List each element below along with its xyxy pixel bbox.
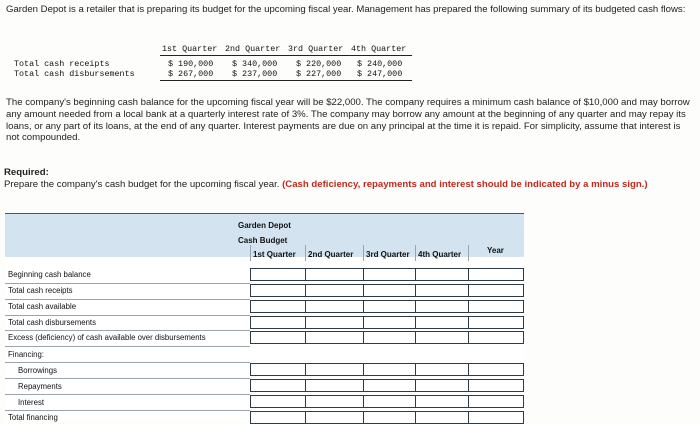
- column-header-year: Year: [487, 246, 504, 255]
- row-divider: [5, 346, 250, 347]
- summary-cell: $ 267,000: [168, 69, 214, 79]
- worksheet-input-cell[interactable]: [468, 300, 524, 313]
- worksheet-input-cell[interactable]: [468, 316, 524, 329]
- row-divider: [5, 362, 250, 363]
- summary-header-q4: 4th Quarter: [351, 44, 407, 54]
- worksheet-input-cell[interactable]: [305, 411, 364, 424]
- worksheet-input-cell[interactable]: [363, 379, 416, 392]
- worksheet-input-cell[interactable]: [250, 300, 306, 313]
- worksheet-input-cell[interactable]: [305, 268, 364, 281]
- worksheet-input-cell[interactable]: [415, 379, 469, 392]
- summary-header-q3: 3rd Quarter: [288, 44, 344, 54]
- row-label-total-financing: Total financing: [8, 413, 58, 422]
- worksheet-input-cell[interactable]: [305, 284, 364, 297]
- summary-bottom-rule: [160, 80, 412, 81]
- worksheet-input-cell[interactable]: [363, 331, 416, 344]
- worksheet-input-cell[interactable]: [250, 331, 306, 344]
- required-note: (Cash deficiency, repayments and interest should be indicated by a minus sign.): [282, 178, 648, 190]
- worksheet-input-cell[interactable]: [415, 268, 469, 281]
- summary-cell: $ 220,000: [296, 59, 342, 69]
- worksheet-input-cell[interactable]: [363, 363, 416, 376]
- worksheet-input-cell[interactable]: [468, 363, 524, 376]
- required-text: Prepare the company's cash budget for the upcoming fiscal year.: [4, 178, 280, 190]
- row-divider: [5, 378, 250, 379]
- worksheet-title: Garden Depot: [238, 221, 291, 230]
- worksheet-input-cell[interactable]: [415, 395, 469, 408]
- header-divider: [305, 245, 306, 261]
- row-divider: [5, 330, 250, 331]
- worksheet-input-cell[interactable]: [250, 268, 306, 281]
- row-divider: [5, 410, 250, 411]
- worksheet-input-cell[interactable]: [250, 363, 306, 376]
- required-heading: Required:: [4, 167, 49, 178]
- worksheet-input-cell[interactable]: [468, 395, 524, 408]
- worksheet-input-cell[interactable]: [468, 268, 524, 281]
- worksheet-input-cell[interactable]: [468, 411, 524, 424]
- row-label-borrowings: Borrowings: [18, 366, 57, 375]
- column-header-q3: 3rd Quarter: [366, 250, 410, 259]
- required-section: [4, 167, 694, 191]
- worksheet-input-cell[interactable]: [305, 331, 364, 344]
- worksheet-input-cell[interactable]: [468, 284, 524, 297]
- row-divider: [5, 315, 250, 316]
- worksheet-input-cell[interactable]: [305, 363, 364, 376]
- summary-cell: $ 237,000: [232, 69, 278, 79]
- row-label-financing: Financing:: [8, 350, 44, 359]
- worksheet-input-cell[interactable]: [250, 284, 306, 297]
- summary-header-rule: [160, 55, 412, 56]
- problem-paragraph: The company's beginning cash balance for the upcoming fiscal year will be $22,000. The company requires a minimum cash balance of $10,000 and may borrow any amount needed from a local bank at a quarterly interest rate of 3%. The company may borrow any amount at the beginning of any quarter and may repay its loans, or any part of its loans, at the end of any quarter. Interest payments are due on any principal at the time it is repaid. For simplicity, assume that interest is not compounded.: [6, 97, 690, 144]
- worksheet-input-cell[interactable]: [305, 300, 364, 313]
- summary-cell: $ 340,000: [232, 59, 278, 69]
- worksheet-input-cell[interactable]: [468, 331, 524, 344]
- summary-cell: $ 247,000: [357, 69, 403, 79]
- column-header-q4: 4th Quarter: [418, 250, 462, 259]
- worksheet-input-cell[interactable]: [415, 411, 469, 424]
- header-divider: [363, 245, 364, 261]
- header-divider: [468, 245, 469, 261]
- summary-row-label: Total cash disbursements: [14, 69, 135, 79]
- header-divider: [415, 245, 416, 261]
- worksheet-input-cell[interactable]: [415, 331, 469, 344]
- row-label-repayments: Repayments: [18, 382, 62, 391]
- column-header-q2: 2nd Quarter: [308, 250, 354, 259]
- row-label-interest: Interest: [18, 398, 45, 407]
- summary-header-q1: 1st Quarter: [162, 44, 218, 54]
- worksheet-input-cell[interactable]: [415, 316, 469, 329]
- worksheet-input-cell[interactable]: [363, 268, 416, 281]
- row-divider: [5, 394, 250, 395]
- worksheet-input-cell[interactable]: [363, 395, 416, 408]
- worksheet-input-cell[interactable]: [305, 379, 364, 392]
- row-divider: [5, 299, 250, 300]
- worksheet-input-cell[interactable]: [250, 316, 306, 329]
- intro-text: Garden Depot is a retailer that is preparing its budget for the upcoming fiscal year. Management has prepared the following summary of its budgeted cash flows:: [6, 4, 686, 15]
- worksheet-input-cell[interactable]: [250, 379, 306, 392]
- worksheet-input-cell[interactable]: [415, 363, 469, 376]
- worksheet-input-cell[interactable]: [305, 395, 364, 408]
- worksheet-input-cell[interactable]: [250, 395, 306, 408]
- summary-cell: $ 227,000: [296, 69, 342, 79]
- worksheet-input-cell[interactable]: [468, 379, 524, 392]
- row-label-excess-deficiency: Excess (deficiency) of cash available over disbursements: [8, 333, 206, 342]
- worksheet-subtitle: Cash Budget: [238, 236, 288, 245]
- worksheet-input-cell[interactable]: [415, 300, 469, 313]
- worksheet-input-cell[interactable]: [305, 316, 364, 329]
- column-header-q1: 1st Quarter: [253, 250, 296, 259]
- row-label-total-available: Total cash available: [8, 302, 77, 311]
- worksheet-input-cell[interactable]: [363, 284, 416, 297]
- worksheet-input-cell[interactable]: [363, 316, 416, 329]
- row-divider: [5, 283, 250, 284]
- worksheet-input-cell[interactable]: [415, 284, 469, 297]
- summary-cell: $ 240,000: [357, 59, 403, 69]
- worksheet-input-cell[interactable]: [250, 411, 306, 424]
- summary-header-q2: 2nd Quarter: [225, 44, 281, 54]
- row-label-total-receipts: Total cash receipts: [8, 286, 73, 295]
- row-label-beginning-cash: Beginning cash balance: [8, 270, 91, 279]
- summary-cell: $ 190,000: [168, 59, 214, 69]
- worksheet-input-cell[interactable]: [363, 411, 416, 424]
- row-label-total-disbursements: Total cash disbursements: [8, 318, 96, 327]
- header-divider: [250, 245, 251, 261]
- worksheet-input-cell[interactable]: [363, 300, 416, 313]
- summary-row-label: Total cash receipts: [14, 59, 110, 69]
